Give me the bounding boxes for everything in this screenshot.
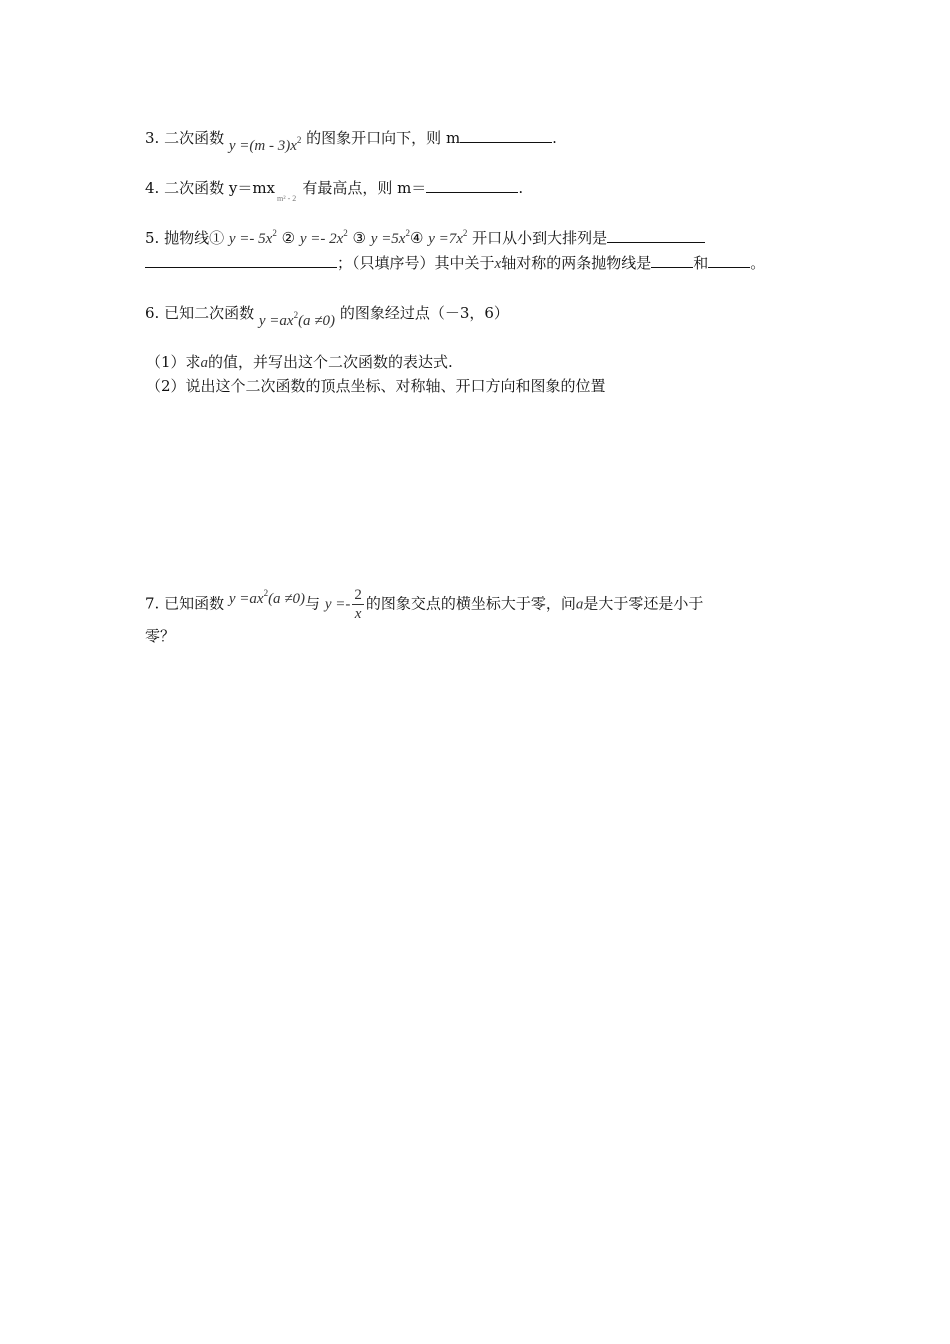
q6-formula: [258, 310, 336, 329]
q6-suffix: 的图象经过点（－3，6）: [339, 304, 509, 322]
q7-formula-1-text: y =ax: [228, 590, 264, 607]
q3-suffix: 的图象开口向下，则 m: [306, 129, 461, 147]
question-5-line-2: [145, 253, 765, 274]
question-5-line-1: [145, 228, 705, 250]
q5-answer-blank-1b[interactable]: [145, 253, 337, 268]
q5-formula-4-text: y =7x: [428, 231, 463, 247]
q7-mid: 与: [305, 594, 321, 613]
q4-end: .: [518, 179, 524, 197]
q5-answer-blank-3[interactable]: [708, 253, 750, 268]
question-6-sub-2: [146, 376, 606, 396]
q5-and: 和: [693, 254, 709, 272]
q5-line2-mid: ；（只填序号）其中关于: [337, 254, 495, 272]
q5-formula-1-text: y =- 5x: [228, 231, 273, 247]
q7-formula-2-left: y =-: [324, 596, 351, 613]
q6-sub1-suffix: 的值，并写出这个二次函数的表达式.: [208, 353, 453, 371]
q5-formula-3-text: y =5x: [370, 231, 406, 247]
q5-marker-4: ④: [409, 229, 424, 247]
q6-sub2: （2）说出这个二次函数的顶点坐标、对称轴、开口方向和图象的位置: [146, 377, 606, 395]
q7-suffix2: 是大于零还是小于: [583, 594, 704, 613]
q3-formula: [228, 135, 302, 154]
q5-exp-1: 2: [272, 228, 277, 238]
q6-prefix: 6. 已知二次函数: [145, 304, 255, 322]
q4-suffix: 有最高点，则 m＝: [302, 179, 427, 197]
question-6: [145, 303, 509, 329]
q5-line2-after: 轴对称的两条抛物线是: [501, 254, 652, 272]
question-4: [145, 178, 523, 201]
q6-condition: (a ≠0): [298, 313, 336, 329]
q7-formula-1: [228, 587, 306, 607]
q5-exp-4: 2: [462, 228, 468, 238]
q5-axis-var: x: [494, 256, 502, 272]
question-7-line-1: [145, 586, 703, 623]
q7-prefix: 7. 已知函数: [145, 594, 225, 613]
question-3: [145, 128, 557, 154]
q5-answer-blank-1a[interactable]: [607, 228, 705, 243]
q5-answer-blank-2[interactable]: [651, 253, 693, 268]
q7-fraction-numerator: 2: [354, 587, 362, 603]
question-7-line-2: [145, 626, 175, 646]
q5-exp-3: 2: [405, 228, 410, 238]
q7-exponent: 2: [263, 587, 269, 598]
q5-suffix: 开口从小到大排列是: [472, 229, 608, 247]
q3-answer-blank[interactable]: [460, 128, 552, 143]
q3-exponent: 2: [296, 135, 302, 145]
q5-prefix: 5. 抛物线①: [145, 229, 225, 247]
q7-fraction: [352, 586, 364, 623]
q5-marker-3: ③: [352, 229, 366, 247]
q6-formula-text: y =ax: [258, 313, 294, 329]
q7-suffix: 的图象交点的横坐标大于零，问: [365, 594, 576, 613]
q7-condition: (a ≠0): [268, 590, 306, 607]
q5-formula-4: [428, 228, 468, 247]
q5-formula-2: [299, 228, 348, 247]
q3-formula-text: y =(m - 3)x: [228, 138, 297, 154]
q6-sub1-var: a: [200, 355, 209, 371]
q5-formula-3: [370, 228, 410, 247]
q6-sub1-prefix: （1）求: [146, 353, 201, 371]
q7-line2: 零？: [145, 627, 176, 645]
q5-formula-1: [228, 228, 277, 247]
question-6-sub-1: [146, 352, 453, 373]
q7-var: a: [575, 596, 584, 613]
q7-fraction-denominator: x: [354, 606, 362, 622]
q5-end: 。: [750, 254, 766, 272]
q6-exponent: 2: [293, 310, 299, 320]
q5-formula-2-text: y =- 2x: [299, 231, 344, 247]
q5-marker-2: ②: [281, 229, 296, 247]
q5-exp-2: 2: [343, 228, 348, 238]
q4-exponent: m² - 2: [277, 194, 297, 203]
q4-prefix: 4. 二次函数 y＝mx: [145, 179, 276, 197]
q3-end: .: [552, 129, 557, 147]
q4-answer-blank[interactable]: [426, 178, 518, 193]
q3-prefix: 3. 二次函数: [145, 129, 225, 147]
